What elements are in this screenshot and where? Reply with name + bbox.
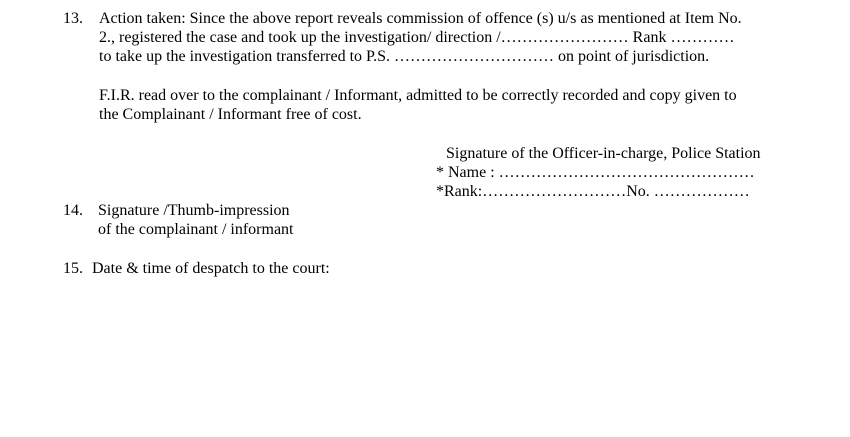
item-14-line-2: of the complainant / informant bbox=[98, 221, 294, 238]
item-13-line-1: Action taken: Since the above report reveals commission of offence (s) u/s as mentioned at Item No. bbox=[99, 10, 742, 27]
officer-rank-field: *Rank:………………………No. ……………… bbox=[436, 183, 750, 200]
item-15-number: 15. bbox=[63, 260, 83, 277]
item-13-line-3: to take up the investigation transferred to P.S. ………………………… on point of jurisdiction. bbox=[99, 48, 710, 65]
item-13-line-2: 2., registered the case and took up the investigation/ direction /…………………… Rank ………… bbox=[99, 29, 735, 46]
item-14-number: 14. bbox=[63, 202, 83, 219]
officer-name-field: * Name : ………………………………………… bbox=[436, 164, 755, 181]
officer-signature-title: Signature of the Officer-in-charge, Police Station bbox=[446, 145, 761, 162]
fir-note-line-1: F.I.R. read over to the complainant / Informant, admitted to be correctly recorded and copy given to bbox=[99, 87, 737, 104]
item-15-label: Date & time of despatch to the court: bbox=[92, 260, 330, 277]
fir-note-line-2: the Complainant / Informant free of cost. bbox=[99, 106, 362, 123]
item-14-line-1: Signature /Thumb-impression bbox=[98, 202, 290, 219]
item-13-number: 13. bbox=[63, 10, 83, 27]
